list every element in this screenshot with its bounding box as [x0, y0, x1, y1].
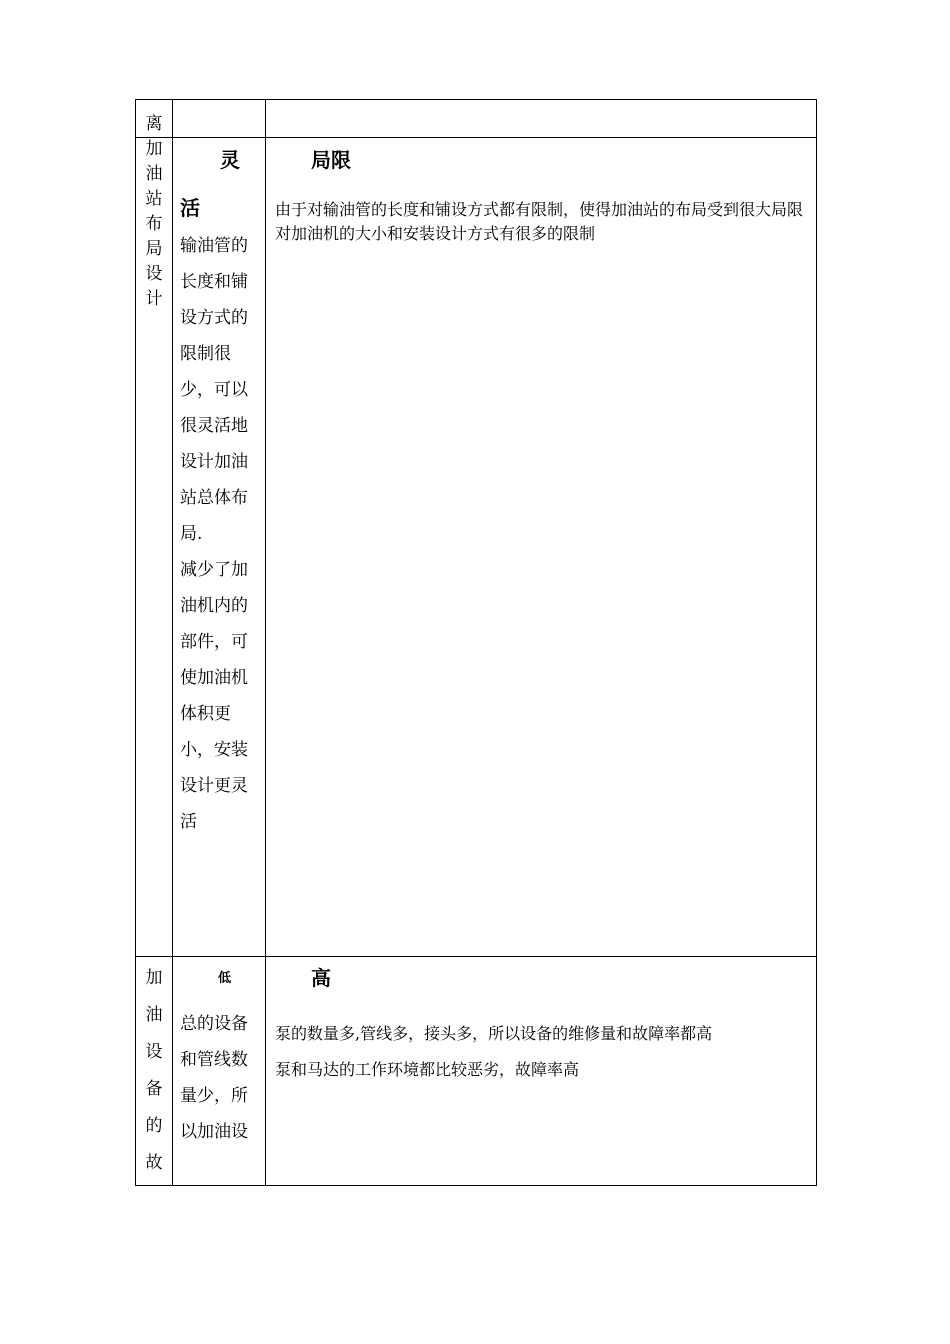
row1-col3: [275, 144, 813, 246]
row1-col3-heading: 局限: [311, 148, 351, 172]
row2-col1-text: 加油设备的故: [145, 968, 163, 1173]
row1-col2-heading-a: 灵: [220, 148, 240, 172]
row2-col3-heading: 高: [311, 966, 331, 990]
row0-col1-text: 离: [145, 114, 163, 134]
row2-col3-line-1: 泵的数量多,管线多，接头多，所以设备的维修量和故障率都高: [275, 1024, 713, 1043]
row1-col2: [180, 142, 264, 840]
row2-col2: [180, 964, 264, 1150]
row1-col2-text-b: 减少了加油机内的部件，可使加油机体积更小，安装设计更灵活: [180, 560, 248, 832]
row-divider-2: [136, 956, 816, 957]
column-divider-1: [172, 100, 173, 1185]
row1-col1-text: 加油站布局设计: [145, 139, 163, 309]
row1-col3-line-2: 对加油机的大小和安装设计方式有很多的限制: [275, 224, 596, 243]
row2-col3: [275, 964, 813, 1088]
row2-col2-heading: 低: [218, 971, 232, 986]
row-divider-1: [136, 137, 816, 138]
row1-col3-line-1: 由于对输油管的长度和铺设方式都有限制，使得加油站的布局受到很大局限: [275, 200, 804, 219]
row2-col3-line-2: 泵和马达的工作环境都比较恶劣，故障率高: [275, 1060, 580, 1079]
comparison-table: [135, 99, 817, 1186]
row2-col2-text: 总的设备和管线数量少，所以加油设: [180, 1014, 248, 1142]
column-divider-2: [265, 100, 266, 1185]
row1-col2-heading-b: 活: [180, 196, 200, 220]
row1-col2-text-a: 输油管的长度和铺设方式的限制很少，可以很灵活地设计加油站总体布局.: [180, 236, 248, 544]
